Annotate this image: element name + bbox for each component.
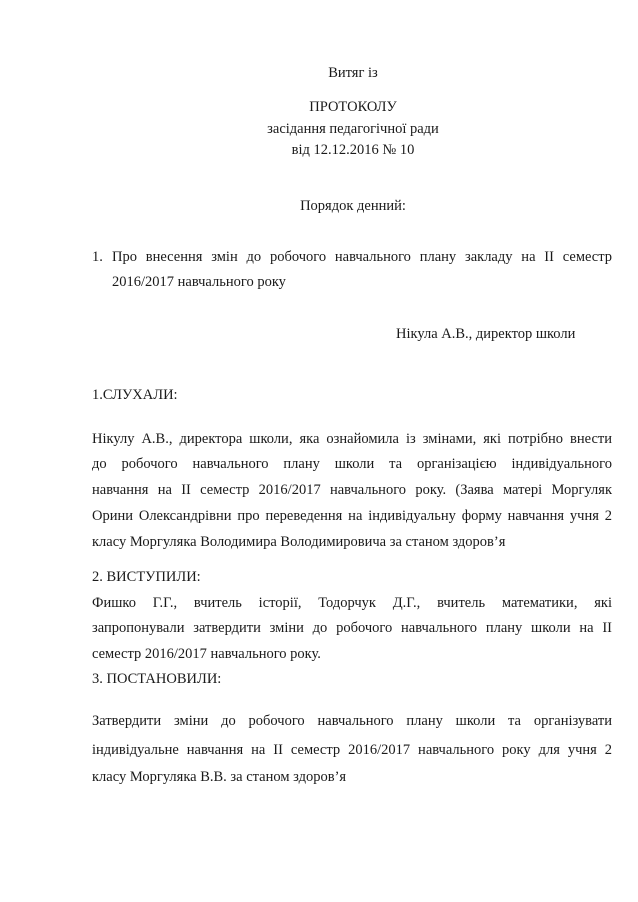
spoke-line: Фишко Г.Г., вчитель історії, Тодорчук Д.Г., вчитель математики, які xyxy=(92,595,612,611)
doc-subtitle: засідання педагогічної ради xyxy=(267,121,439,137)
agenda-speaker: Нікула А.В., директор школи xyxy=(396,326,576,342)
heard-line: до робочого навчального плану школи та організацією індивідуального xyxy=(92,456,612,472)
heard-line: Нікулу А.В., директора школи, яка ознайомила із змінами, які потрібно внести xyxy=(92,431,612,447)
doc-extract-label: Витяг із xyxy=(328,65,378,81)
heard-line: Орини Олександрівни про переведення на індивідуальну форму навчання учня 2 xyxy=(92,508,612,524)
agenda-item-line-2: 2016/2017 навчального року xyxy=(112,274,286,290)
spoke-line: семестр 2016/2017 навчального року. xyxy=(92,646,321,662)
spoke-line: запропонували затвердити зміни до робочого навчального плану школи на ІІ xyxy=(92,620,612,636)
agenda-title: Порядок денний: xyxy=(300,198,406,214)
agenda-item-number: 1. xyxy=(92,249,103,265)
spoke-heading: 2. ВИСТУПИЛИ: xyxy=(92,569,201,585)
resolved-heading: 3. ПОСТАНОВИЛИ: xyxy=(92,671,222,687)
doc-title: ПРОТОКОЛУ xyxy=(309,99,397,115)
resolved-line: індивідуальне навчання на ІІ семестр 2016/2017 навчального року для учня 2 xyxy=(92,742,612,758)
heard-heading: 1.СЛУХАЛИ: xyxy=(92,387,178,403)
resolved-line: Затвердити зміни до робочого навчального плану школи та організувати xyxy=(92,713,612,729)
heard-line: класу Моргуляка Володимира Володимировича за станом здоров’я xyxy=(92,534,506,550)
resolved-line: класу Моргуляка В.В. за станом здоров’я xyxy=(92,769,347,785)
heard-line: навчання на ІІ семестр 2016/2017 навчального року. (Заява матері Моргуляк xyxy=(92,482,612,498)
agenda-item-line-1: Про внесення змін до робочого навчального плану закладу на ІІ семестр xyxy=(112,249,612,265)
doc-date-number: від 12.12.2016 № 10 xyxy=(291,142,415,158)
